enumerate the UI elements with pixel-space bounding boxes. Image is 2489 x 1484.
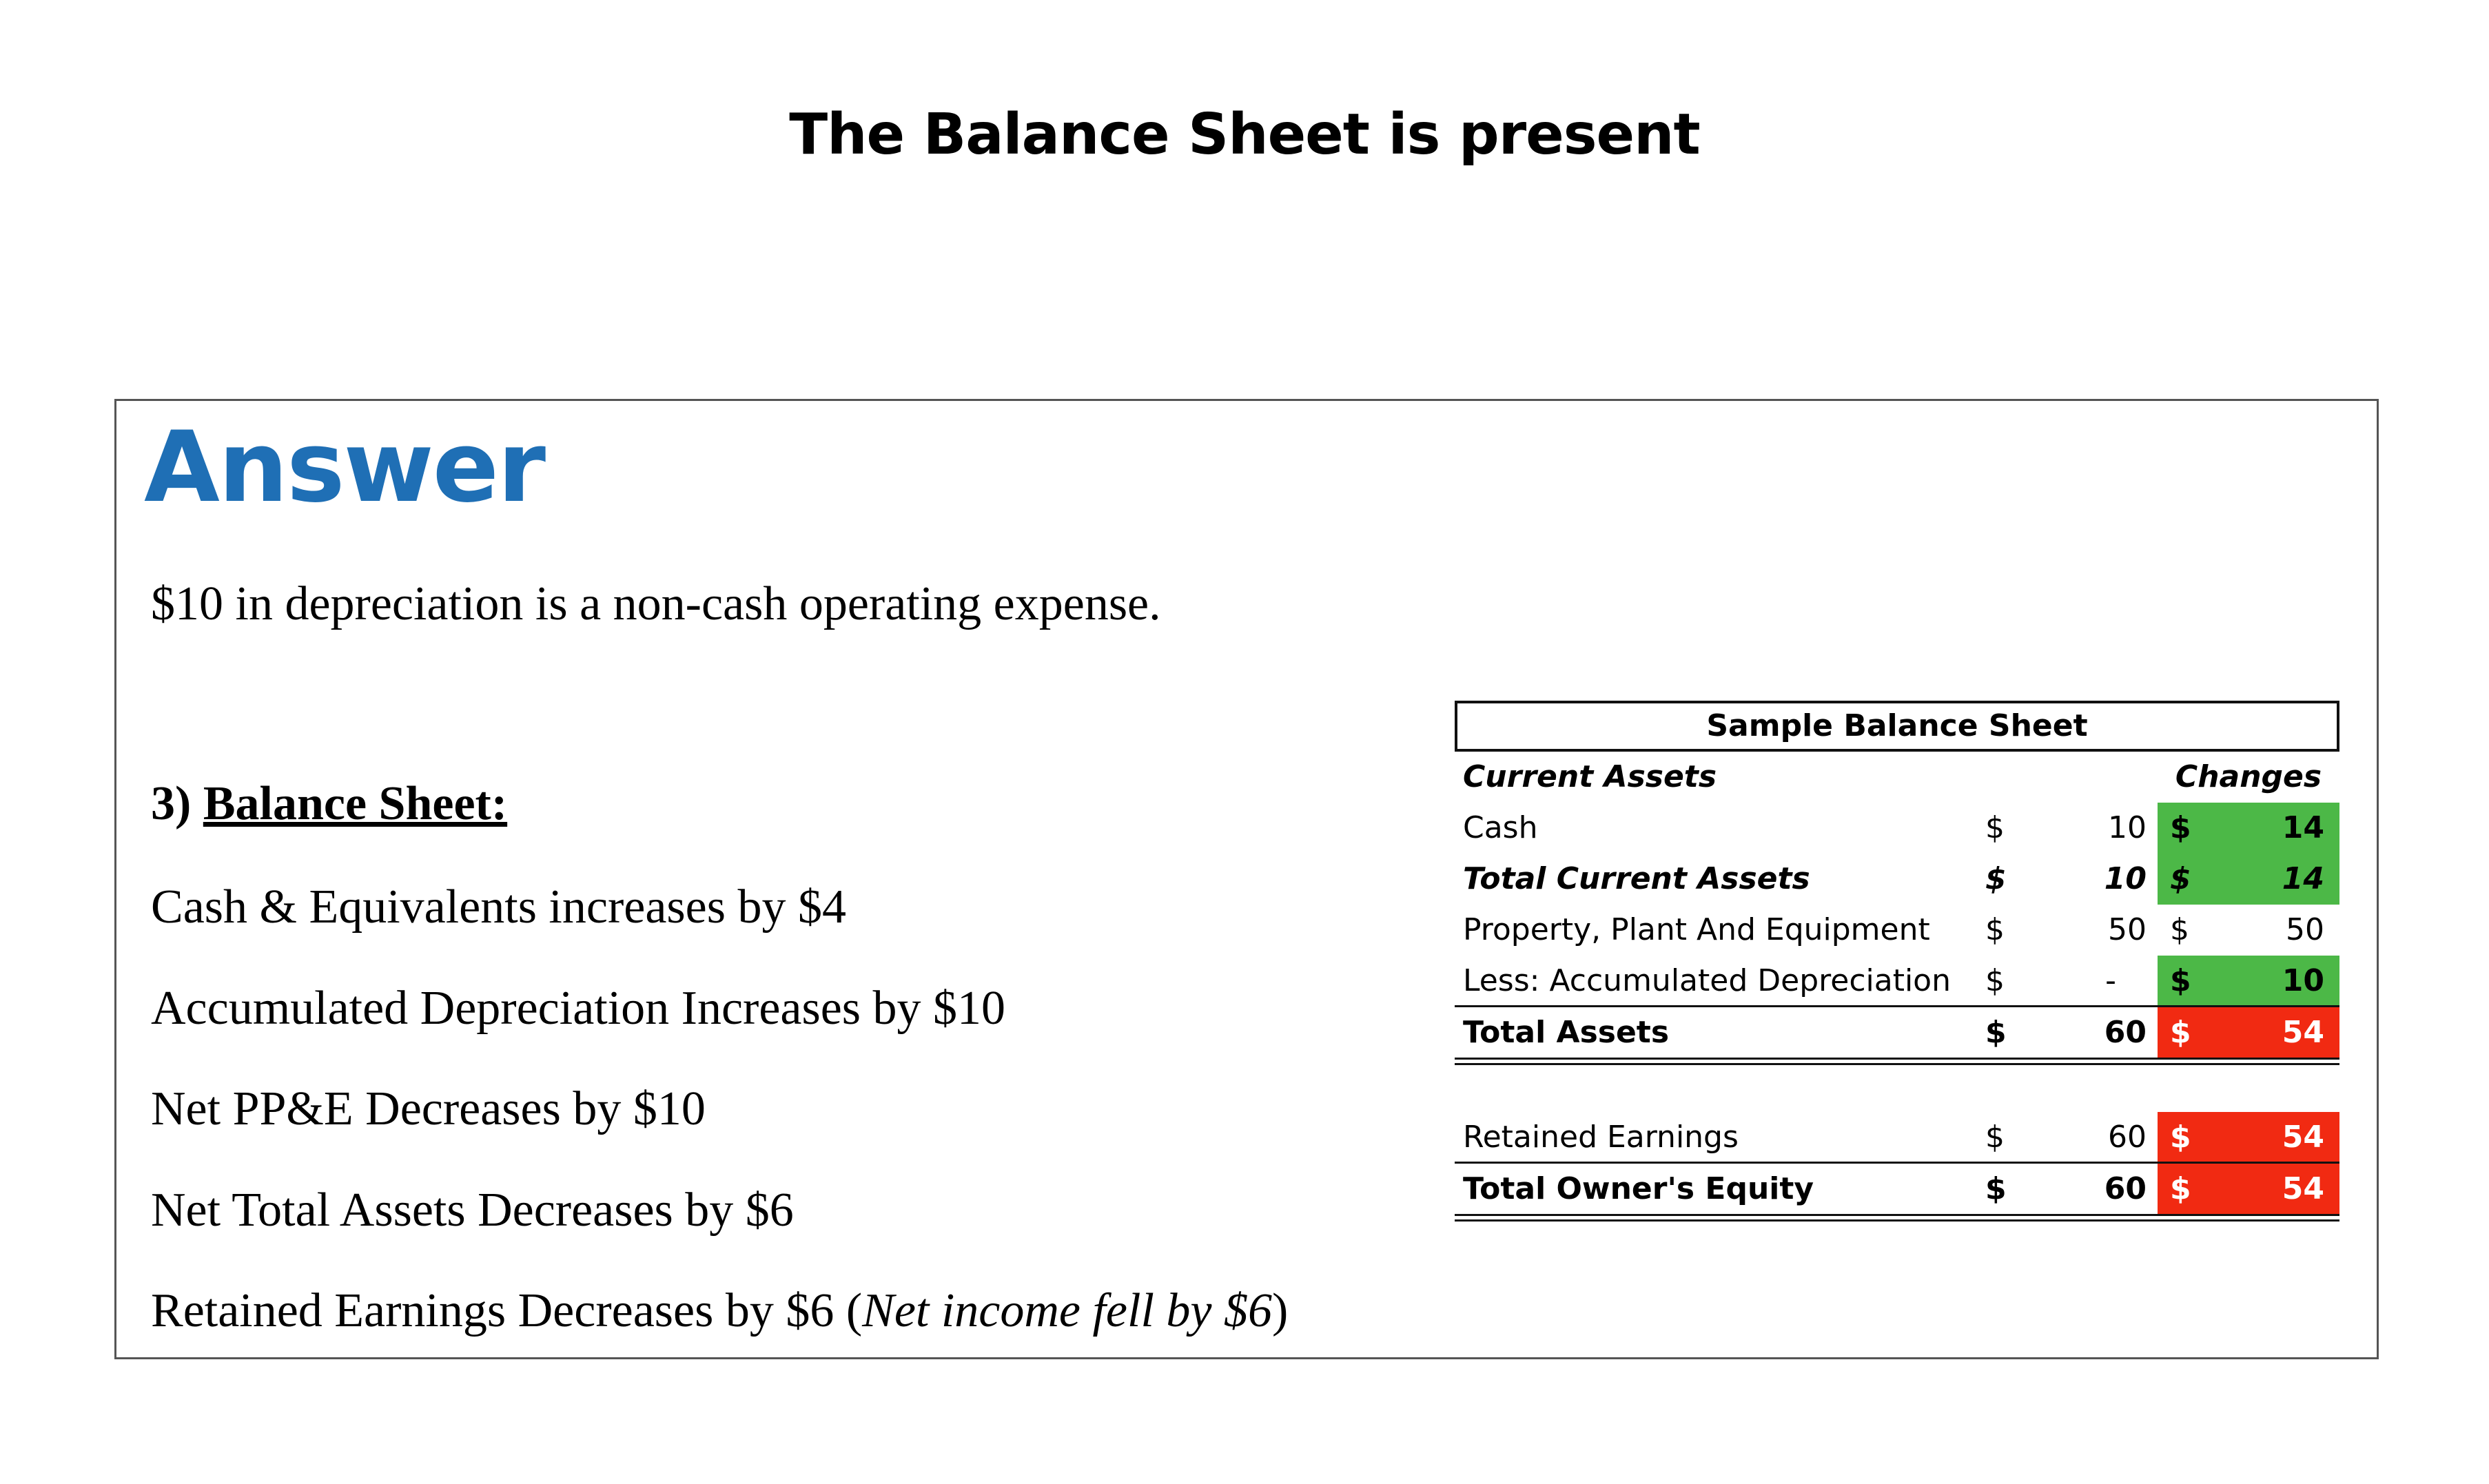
change-line-net-ppe: Net PP&E Decreases by $10 [151,1082,706,1135]
change-currency: $ [2170,810,2191,845]
change-cell [2158,1007,2339,1058]
row-value: 10 [2108,810,2147,845]
change-currency: $ [2170,912,2189,947]
currency-symbol: $ [1985,912,2005,947]
page-title: The Balance Sheet is present [789,102,1700,167]
change-currency: $ [2170,963,2191,998]
row-label: Less: Accumulated Depreciation [1463,963,1951,998]
double-underline [1455,1058,2339,1065]
currency-symbol: $ [1985,861,2007,896]
row-label: Property, Plant And Equipment [1463,912,1930,947]
row-value: 10 [2104,861,2147,896]
change-cell [2158,905,2339,956]
balance-sheet-row-retained-earnings [1455,1112,2339,1163]
change-line-accum-depreciation: Accumulated Depreciation Increases by $10 [151,982,1006,1035]
change-line-cash: Cash & Equivalents increases by $4 [151,880,846,934]
currency-symbol: $ [1985,1015,2007,1050]
change-currency: $ [2170,861,2191,896]
change-currency: $ [2170,1015,2191,1050]
double-underline [1455,1214,2339,1222]
change-value: 14 [2282,861,2324,896]
balance-sheet-row-total-assets [1455,1005,2339,1058]
row-value: 60 [2108,1120,2147,1155]
intro-text: $10 in depreciation is a non-cash operating expense. [151,577,1161,630]
change-line-total-assets: Net Total Assets Decreases by $6 [151,1184,794,1237]
row-label: Cash [1463,810,1538,845]
change-cell [2158,1112,2339,1163]
note-close-paren: ) [1271,1284,1289,1337]
change-line-retained-earnings [151,1284,1288,1339]
row-label: Total Assets [1463,1015,1670,1050]
balance-sheet-title: Sample Balance Sheet [1455,701,2339,752]
answer-slide [114,399,2379,1359]
answer-heading: Answer [144,411,545,524]
change-value: 54 [2282,1120,2324,1155]
balance-sheet-row-total-owners-equity [1455,1162,2339,1215]
change-cell [2158,1164,2339,1215]
section-number: 3) [151,777,192,830]
net-income-note: Net income fell by $6 [862,1284,1272,1337]
balance-sheet-row-cash [1455,803,2339,854]
row-value: 50 [2108,912,2147,947]
change-currency: $ [2170,1171,2191,1206]
change-value: 50 [2286,912,2324,947]
change-cell [2158,956,2339,1007]
row-value: 60 [2104,1171,2147,1206]
section-heading [151,776,507,832]
current-assets-header: Current Assets [1463,759,1717,794]
balance-sheet-header-row [1455,752,2339,803]
row-label: Total Current Assets [1463,861,1810,896]
currency-symbol: $ [1985,1171,2007,1206]
change-value: 10 [2282,963,2324,998]
change-value: 54 [2282,1171,2324,1206]
retained-earnings-text: Retained Earnings Decreases by $6 [151,1284,834,1337]
balance-sheet-row-ppe [1455,905,2339,956]
balance-sheet-row-accum-depreciation [1455,956,2339,1007]
change-cell [2158,854,2339,905]
currency-symbol: $ [1985,963,2005,998]
change-cell [2158,803,2339,854]
row-value: 60 [2104,1015,2147,1050]
section-title: Balance Sheet: [203,777,508,830]
row-label: Total Owner's Equity [1463,1171,1814,1206]
note-open-paren: ( [846,1284,863,1337]
currency-symbol: $ [1985,810,2005,845]
change-value: 54 [2282,1015,2324,1050]
row-label: Retained Earnings [1463,1120,1739,1155]
changes-header: Changes [2175,759,2322,794]
balance-sheet-row-total-current-assets [1455,854,2339,905]
change-currency: $ [2170,1120,2191,1155]
currency-symbol: $ [1985,1120,2005,1155]
row-value: - [2105,963,2116,998]
change-value: 14 [2282,810,2324,845]
